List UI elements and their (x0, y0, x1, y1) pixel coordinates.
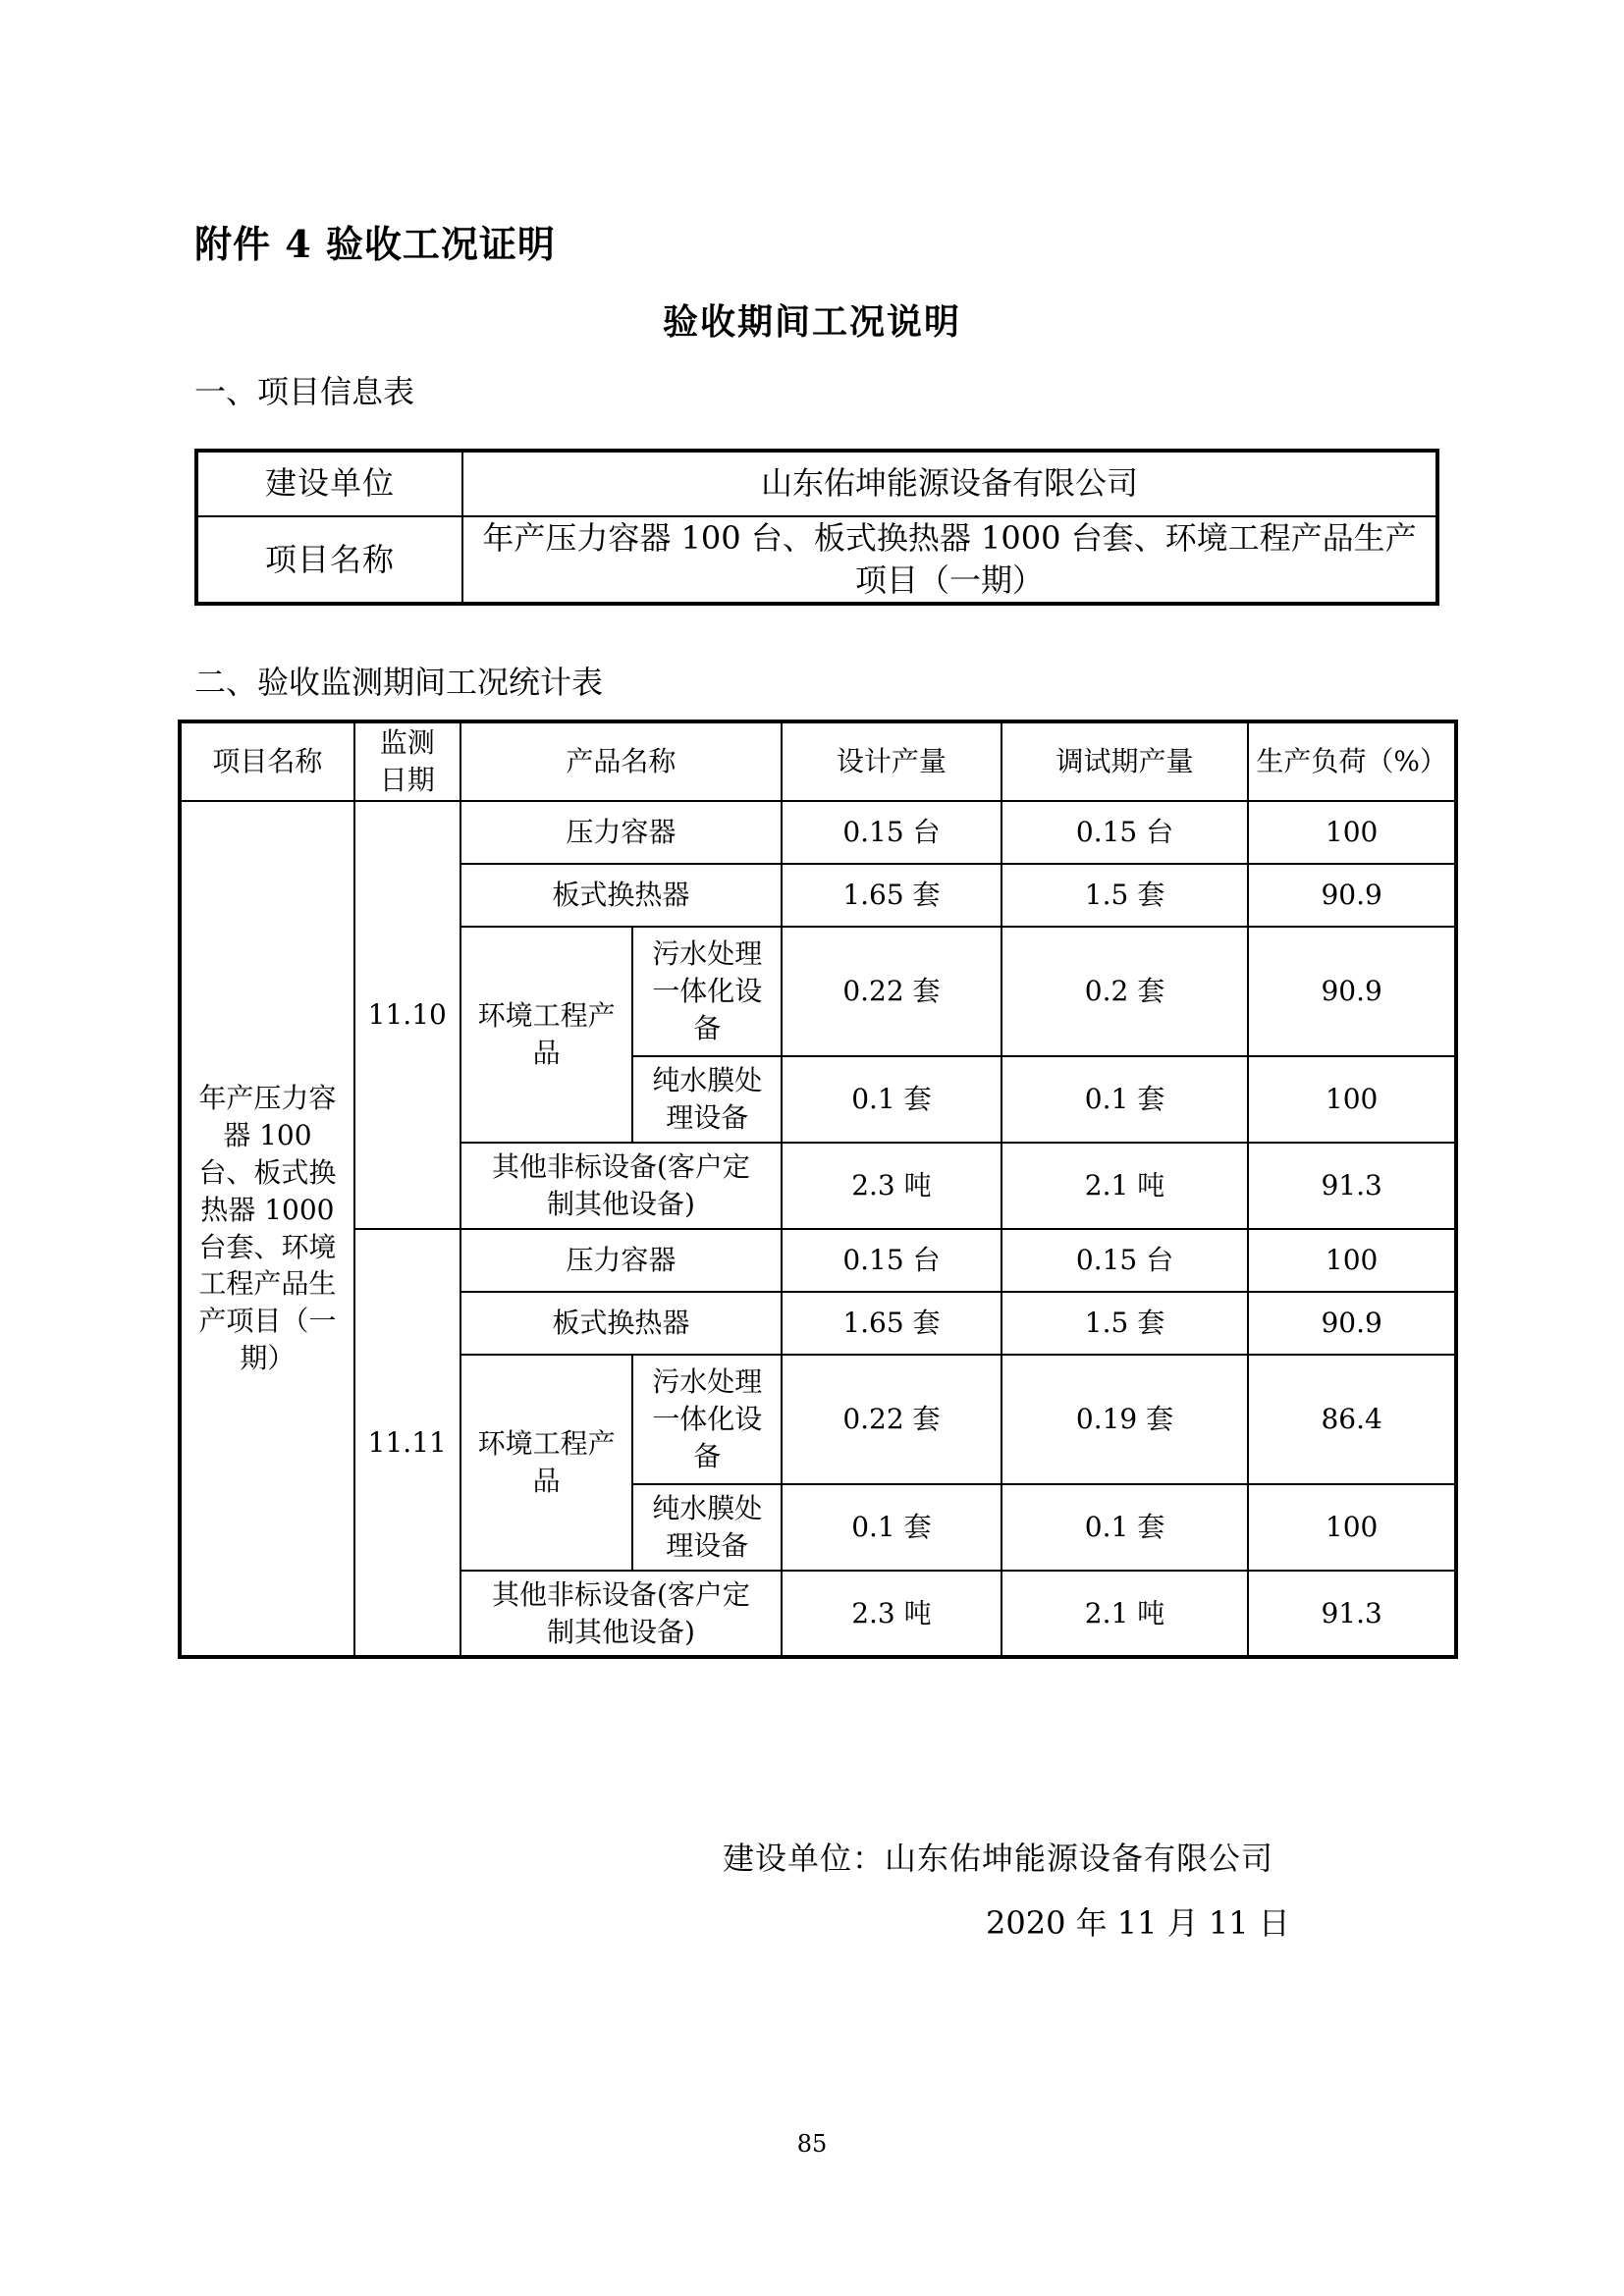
product-cell: 板式换热器 (460, 864, 782, 927)
product-cell: 其他非标设备(客户定制其他设备) (460, 1571, 782, 1657)
load-cell: 100 (1248, 1484, 1456, 1571)
header-design-output: 设计产量 (782, 721, 1001, 801)
info-label-project: 项目名称 (196, 516, 462, 604)
load-cell: 100 (1248, 801, 1456, 864)
section1-heading: 一、项目信息表 (194, 373, 415, 410)
trial-cell: 0.1 套 (1001, 1056, 1249, 1143)
table-row (180, 1229, 1456, 1292)
header-monitor-date: 监测日期 (354, 721, 460, 801)
design-cell: 0.22 套 (782, 927, 1001, 1056)
footer-organization: 建设单位：山东佑坤能源设备有限公司 (723, 1840, 1274, 1877)
load-cell: 90.9 (1248, 864, 1456, 927)
category-cell: 环境工程产品 (460, 1355, 633, 1571)
trial-cell: 2.1 吨 (1001, 1143, 1249, 1229)
design-cell: 2.3 吨 (782, 1143, 1001, 1229)
info-value-project: 年产压力容器 100 台、板式换热器 1000 台套、环境工程产品生产项目（一期） (462, 516, 1437, 604)
trial-cell: 0.1 套 (1001, 1484, 1249, 1571)
table-row (180, 801, 1456, 864)
appendix-title: 附件 4 验收工况证明 (194, 222, 556, 266)
info-value-builder: 山东佑坤能源设备有限公司 (462, 451, 1437, 516)
trial-cell: 2.1 吨 (1001, 1571, 1249, 1657)
load-cell: 91.3 (1248, 1571, 1456, 1657)
info-row-project (196, 516, 1437, 604)
load-cell: 91.3 (1248, 1143, 1456, 1229)
design-cell: 0.15 台 (782, 801, 1001, 864)
trial-cell: 1.5 套 (1001, 864, 1249, 927)
design-cell: 0.22 套 (782, 1355, 1001, 1484)
load-cell: 90.9 (1248, 927, 1456, 1056)
load-cell: 86.4 (1248, 1355, 1456, 1484)
header-trial-output: 调试期产量 (1001, 721, 1249, 801)
design-cell: 2.3 吨 (782, 1571, 1001, 1657)
product-cell: 其他非标设备(客户定制其他设备) (460, 1143, 782, 1229)
product-cell: 污水处理一体化设备 (632, 927, 782, 1056)
document-title: 验收期间工况说明 (662, 301, 961, 343)
trial-cell: 0.15 台 (1001, 801, 1249, 864)
trial-cell: 0.2 套 (1001, 927, 1249, 1056)
design-cell: 0.1 套 (782, 1056, 1001, 1143)
trial-cell: 0.19 套 (1001, 1355, 1249, 1484)
design-cell: 1.65 套 (782, 864, 1001, 927)
trial-cell: 1.5 套 (1001, 1292, 1249, 1355)
product-cell: 纯水膜处理设备 (632, 1056, 782, 1143)
header-project-name: 项目名称 (180, 721, 354, 801)
footer-date: 2020 年 11 月 11 日 (986, 1904, 1290, 1942)
header-product-name: 产品名称 (460, 721, 782, 801)
product-cell: 污水处理一体化设备 (632, 1355, 782, 1484)
monitor-date-cell: 11.11 (354, 1229, 460, 1657)
trial-cell: 0.15 台 (1001, 1229, 1249, 1292)
project-name-cell: 年产压力容器 100 台、板式换热器 1000 台套、环境工程产品生产项目（一期） (180, 801, 354, 1657)
load-cell: 100 (1248, 1229, 1456, 1292)
table-header-row (180, 721, 1456, 801)
product-cell: 压力容器 (460, 1229, 782, 1292)
design-cell: 0.1 套 (782, 1484, 1001, 1571)
info-row-builder (196, 451, 1437, 516)
operating-stats-table (178, 720, 1458, 1659)
load-cell: 90.9 (1248, 1292, 1456, 1355)
design-cell: 0.15 台 (782, 1229, 1001, 1292)
info-label-builder: 建设单位 (196, 451, 462, 516)
category-cell: 环境工程产品 (460, 927, 633, 1143)
header-load: 生产负荷（%） (1248, 721, 1456, 801)
load-cell: 100 (1248, 1056, 1456, 1143)
project-info-table (194, 449, 1439, 606)
product-cell: 纯水膜处理设备 (632, 1484, 782, 1571)
product-cell: 压力容器 (460, 801, 782, 864)
section2-heading: 二、验收监测期间工况统计表 (194, 664, 604, 701)
monitor-date-cell: 11.10 (354, 801, 460, 1229)
design-cell: 1.65 套 (782, 1292, 1001, 1355)
page-number: 85 (796, 2130, 828, 2158)
product-cell: 板式换热器 (460, 1292, 782, 1355)
